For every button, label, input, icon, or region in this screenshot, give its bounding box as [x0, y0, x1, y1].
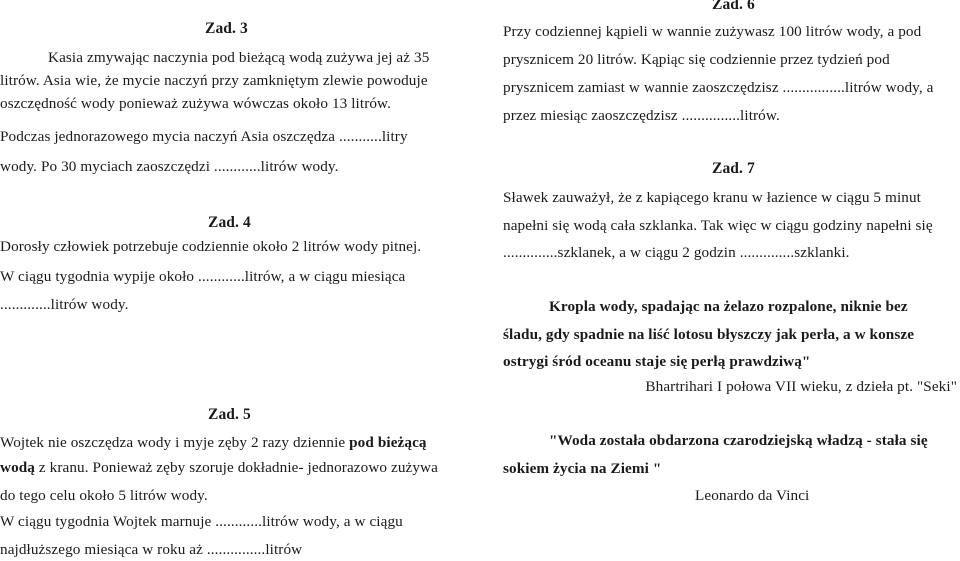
zad4-line: W ciągu tygodnia wypije około ............litrów, a w ciągu miesiąca	[0, 268, 406, 285]
zad3-heading: Zad. 3	[205, 20, 248, 37]
zad3-line: Podczas jednorazowego mycia naczyń Asia oszczędza ...........litry	[0, 128, 408, 145]
zad4-line: .............litrów wody.	[0, 296, 129, 313]
zad4-heading: Zad. 4	[208, 214, 251, 231]
zad7-heading: Zad. 7	[712, 160, 755, 177]
quote1-line: ostrygi śród oceanu staje się perłą prawdziwą"	[503, 353, 811, 370]
zad3-line: wody. Po 30 myciach zaoszczędzi ............litrów wody.	[0, 158, 339, 175]
zad7-line: napełni się wodą cała szklanka. Tak więc w ciągu godziny napełni się	[503, 217, 933, 234]
zad6-line: prysznicem zamiast w wannie zaoszczędzisz ................litrów wody, a	[503, 79, 934, 96]
zad6-line: prysznicem 20 litrów. Kąpiąc się codziennie przez tydzień pod	[503, 51, 890, 68]
zad6-heading: Zad. 6	[712, 0, 755, 13]
zad5-line2: wodą z kranu. Ponieważ zęby szoruje dokładnie- jednorazowo zużywa	[0, 459, 438, 476]
zad6-line: Przy codziennej kąpieli w wannie zużywasz 100 litrów wody, a pod	[503, 23, 922, 40]
quote1-author: Bhartrihari I połowa VII wieku, z dzieła pt. "Seki"	[645, 378, 957, 395]
zad5-line4: W ciągu tygodnia Wojtek marnuje ............litrów wody, a w ciągu	[0, 513, 403, 530]
zad3-line: litrów. Asia wie, że mycie naczyń przy zamkniętym zlewie powoduje	[0, 72, 428, 89]
quote2-line: sokiem życia na Ziemi "	[503, 460, 662, 477]
quote2-author: Leonardo da Vinci	[695, 487, 810, 504]
zad6-line: przez miesiąc zaoszczędzisz ...............litrów.	[503, 107, 780, 124]
zad5-heading: Zad. 5	[208, 406, 251, 423]
quote1-line: Kropla wody, spadając na żelazo rozpalone, niknie bez	[549, 298, 908, 315]
zad3-line: oszczędność wody ponieważ zużywa wówczas około 13 litrów.	[0, 95, 392, 112]
quote2-line: "Woda została obdarzona czarodziejską władzą - stała się	[549, 432, 928, 449]
bold-phrase: wodą	[0, 459, 36, 476]
zad5-line1: Wojtek nie oszczędza wody i myje zęby 2 razy dziennie pod bieżącą	[0, 434, 427, 451]
zad3-line: Kasia zmywając naczynia pod bieżącą wodą zużywa jej aż 35	[48, 49, 430, 66]
zad5-line5: najdłuższego miesiąca w roku aż ...............litrów	[0, 541, 303, 558]
zad7-line: Sławek zauważył, że z kapiącego kranu w łazience w ciągu 5 minut	[503, 189, 921, 206]
zad5-line3: do tego celu około 5 litrów wody.	[0, 487, 208, 504]
zad7-line: ..............szklanek, a w ciągu 2 godzin ..............szklanki.	[503, 244, 850, 261]
zad4-line: Dorosły człowiek potrzebuje codziennie około 2 litrów wody pitnej.	[0, 238, 422, 255]
bold-phrase: pod bieżącą	[349, 434, 427, 451]
quote1-line: śladu, gdy spadnie na liść lotosu błyszczy jak perła, a w konsze	[503, 326, 915, 343]
